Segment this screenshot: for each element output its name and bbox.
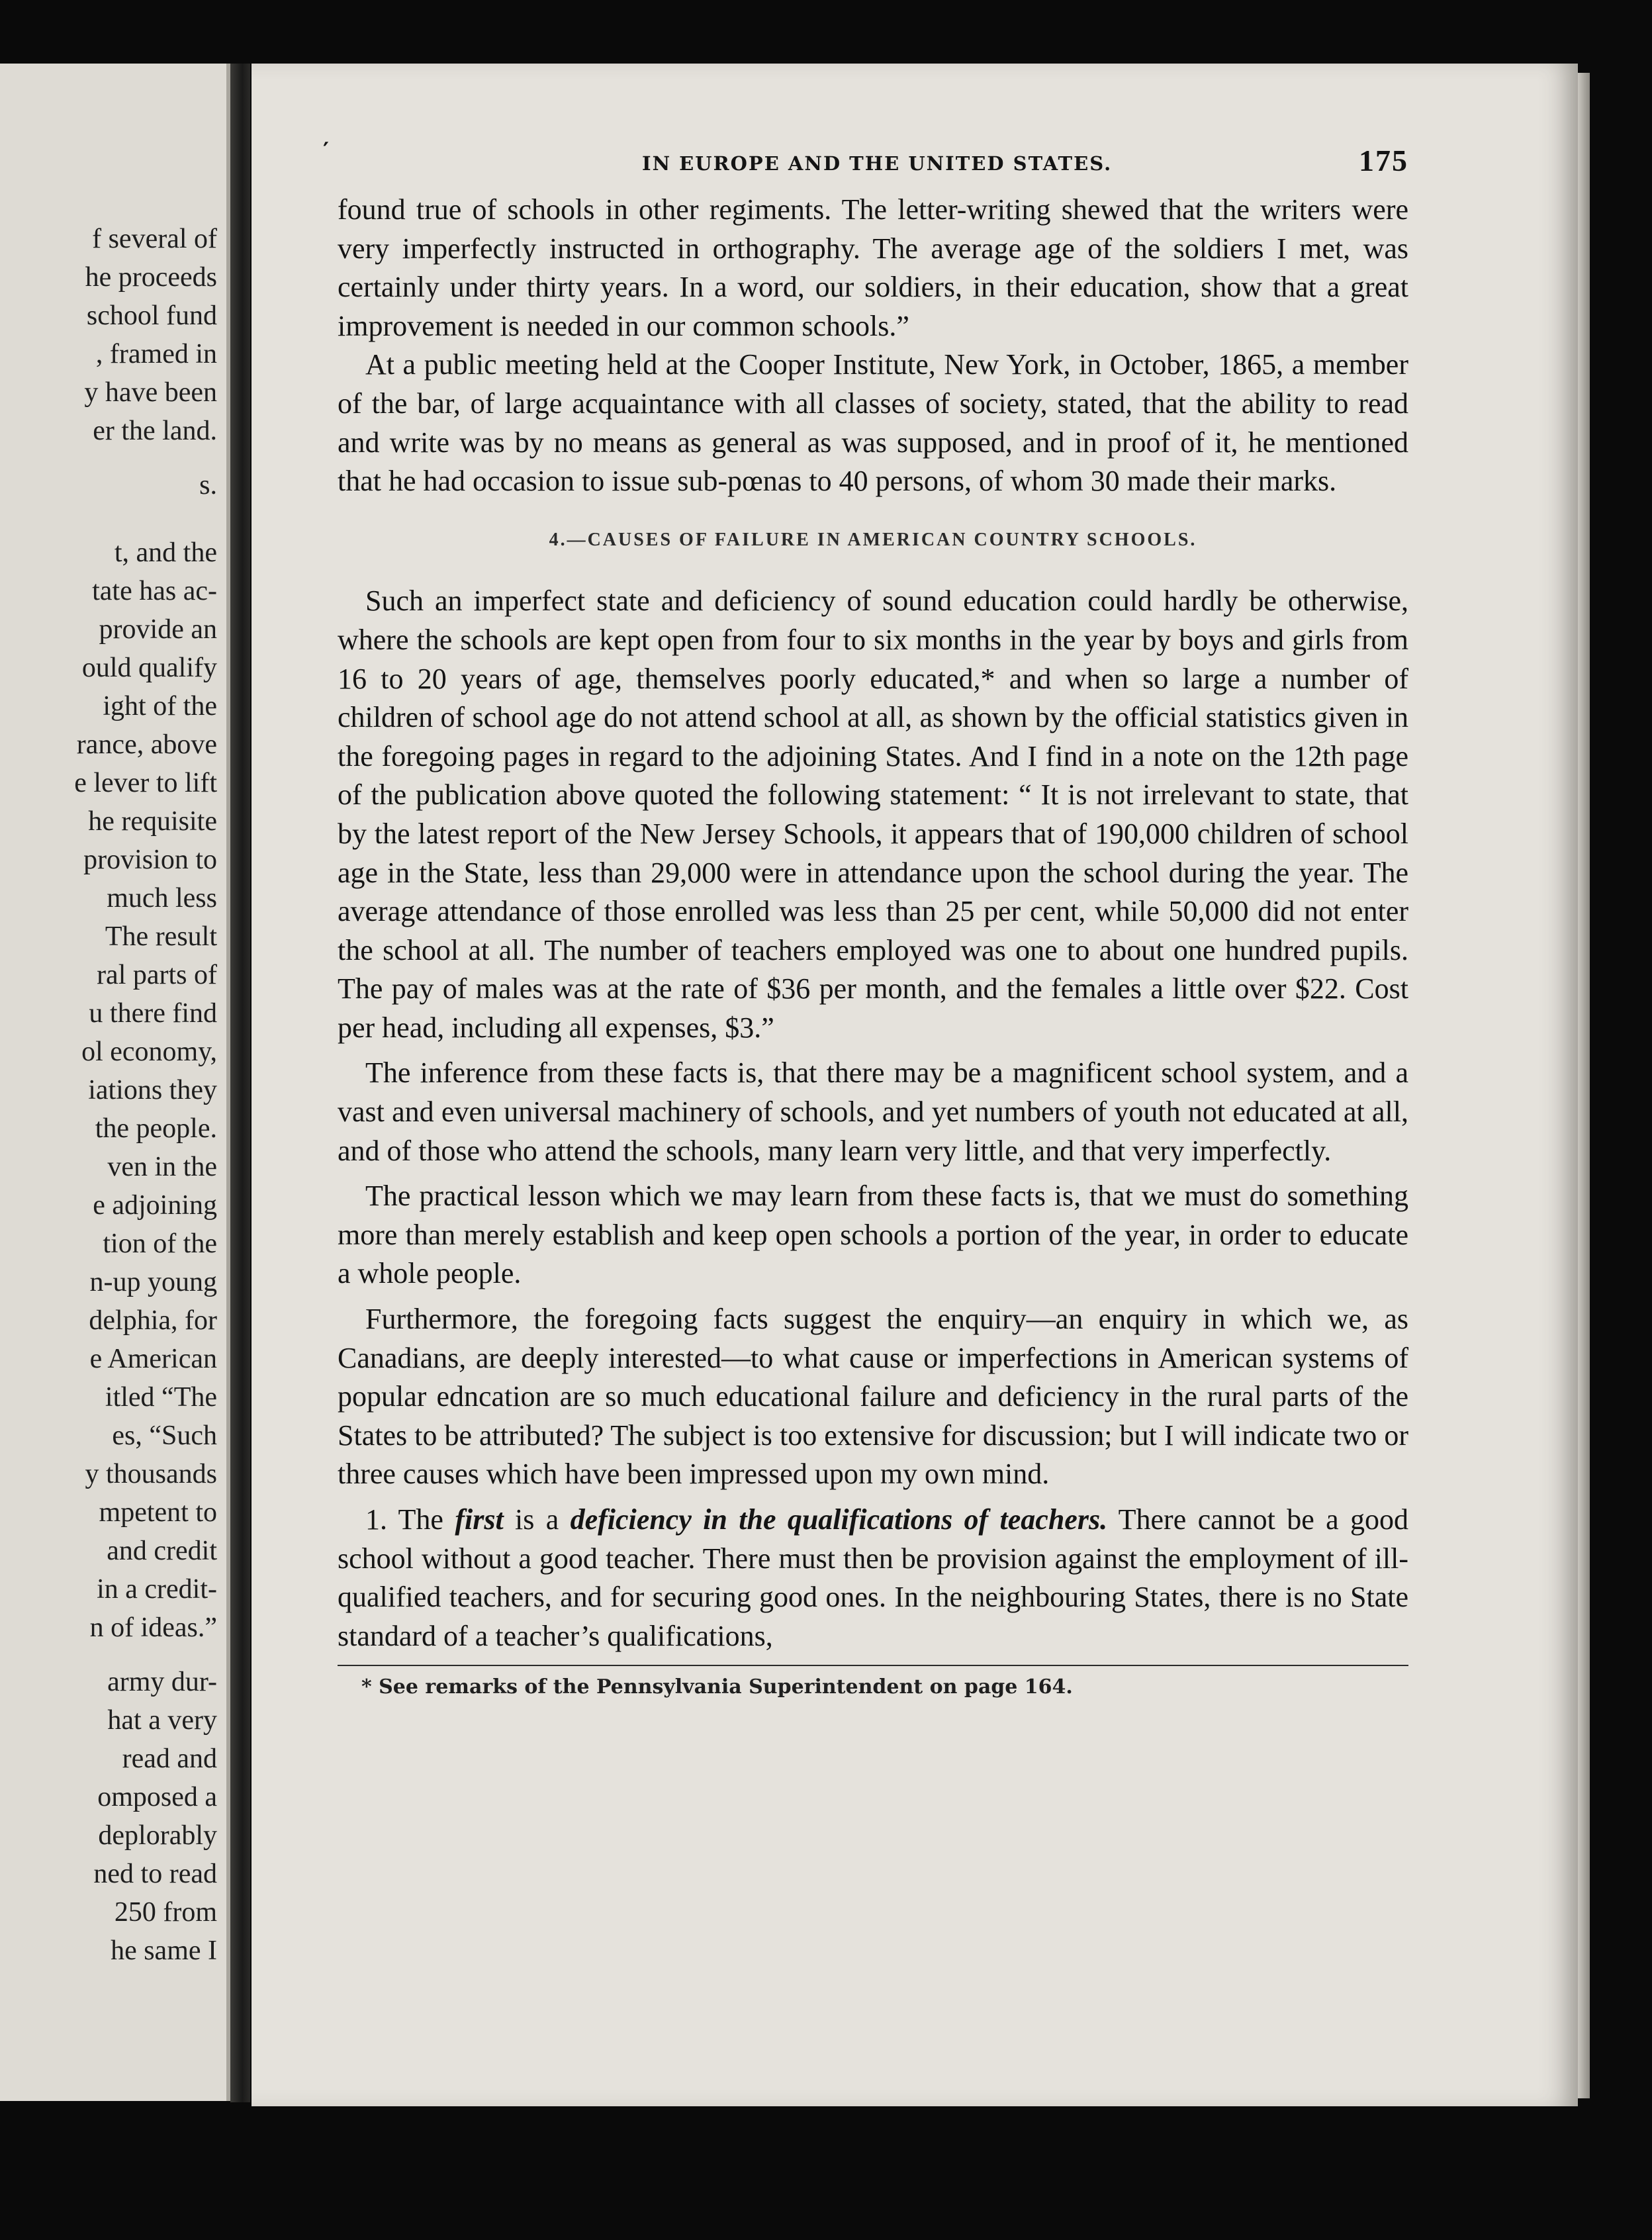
tick-mark: ′ — [323, 138, 330, 164]
left-page-fragment: y have been — [84, 377, 217, 408]
left-page-fragment: ol economy, — [81, 1037, 217, 1067]
left-page-fragment: itled “The — [105, 1382, 217, 1413]
left-page-fragment: ven in the — [107, 1152, 217, 1182]
left-page-fragment: he same I — [111, 1936, 217, 1966]
left-page-fragment: The result — [105, 921, 217, 952]
numbered-lead: 1. The — [365, 1503, 455, 1536]
paragraph-practical-lesson: The practical lesson which we may learn from these facts is, that we must do something more than merely establish and keep open schools a portion of the year, in order to educate a whole people. — [338, 1180, 1408, 1290]
book-gutter — [230, 64, 250, 2102]
left-page-fragment: s. — [199, 470, 217, 500]
left-page-fragment: and credit — [107, 1536, 217, 1566]
left-page-fragment: much less — [107, 883, 217, 913]
left-page-fragment: t, and the — [114, 537, 217, 568]
left-page-fragment: provision to — [83, 845, 217, 875]
left-page-fragment: ral parts of — [97, 960, 217, 990]
left-page-fragment: ight of the — [103, 691, 217, 722]
emphasis-first: first — [455, 1503, 504, 1536]
paragraph-inference: The inference from these facts is, that there may be a magnificent school system, and a vast and even universal machinery of schools, and yet numbers of youth not educated at all, and of those who attend the schools, many learn very little, and that very imperfectly. — [338, 1056, 1408, 1167]
page-edge — [1578, 73, 1590, 2098]
body-text — [338, 191, 1408, 1656]
left-page-fragment: he proceeds — [85, 262, 217, 293]
left-page-fragment: n of ideas.” — [89, 1612, 217, 1643]
left-page-fragment: omposed a — [97, 1782, 217, 1812]
left-page-fragment: read and — [122, 1744, 217, 1774]
left-page-fragment: school fund — [86, 301, 217, 331]
paragraph-imperfect-state: Such an imperfect state and deficiency of sound education could hardly be otherwise, where the schools are kept open from four to six months in the year by boys and girls from 16 to 20 years of age, themselves poorly educated,* and when so large a number of children of school age do not attend school at all, as shown by the official statistics given in the foregoing pages in regard to the adjoining States. And I find in a note on the 12th page of the publication above quoted the following statement: “ It is not irrelevant to state, that by the latest report of the New Jersey Schools, it appears that of 190,000 children of school age in the State, less than 29,000 were in attendance upon the school during the year. The average attendance of those enrolled was less than 25 per cent, while 50,000 did not enter the school at all. The number of teachers employed was one to about one hundred pupils. The pay of males was at the rate of $36 per month, and the females a little over $22. Cost per head, including all expenses, $3.” — [338, 584, 1408, 1044]
paragraph-furthermore: Furthermore, the foregoing facts suggest the enquiry—an enquiry in which we, as Canadians, are deeply interested—to what cause or imperfections in American systems of popular edncation are so much educational failure and deficiency in the rural parts of the States to be attributed? The subject is too extensive for discussion; but I will indicate two or three causes which have been impressed upon my own mind. — [338, 1303, 1408, 1491]
left-page-fragment: e American — [89, 1344, 217, 1374]
emphasis-deficiency: deficiency in the qualifications of teachers. — [570, 1503, 1108, 1536]
left-page-fragment: u there find — [89, 998, 217, 1029]
paragraph-cooper-institute: At a public meeting held at the Cooper Institute, New York, in October, 1865, a member of the bar, of large acquaintance with all classes of society, stated, that the ability to read and write was by no means as general as was supposed, and in proof of it, he mentioned that he had occasion to issue sub-pœnas to 40 persons, of whom 30 made their marks. — [338, 348, 1408, 498]
left-page-fragment: e adjoining — [93, 1190, 217, 1221]
right-page — [252, 64, 1578, 2106]
page-number: 175 — [1359, 144, 1408, 177]
left-page-fragment: the people. — [95, 1113, 217, 1144]
left-page-fragment: , framed in — [95, 339, 217, 369]
left-page-fragment: deplorably — [98, 1820, 217, 1851]
left-page-fragment: hat a very — [107, 1705, 217, 1736]
left-page-fragment: mpetent to — [99, 1497, 217, 1528]
page-content — [323, 138, 1408, 1699]
paragraph-continuation: found true of schools in other regiments. The letter-writing shewed that the writers were very imperfectly instructed in orthography. The average age of the soldiers I met, was certainly under thirty years. In a word, our soldiers, in their education, show that a great improvement is needed in our common schools.” — [338, 193, 1408, 342]
left-page — [0, 64, 230, 2101]
left-page-fragment: er the land. — [93, 416, 217, 446]
numbered-mid: is a — [503, 1503, 571, 1536]
numbered-rest: There cannot be a good school without a good teacher. There must then be provision against the employment of ill-qualified teachers, and for securing good ones. In the neighbouring States, there is no State standard of a teacher’s qualifications, — [338, 1503, 1408, 1652]
running-title: IN EUROPE AND THE UNITED STATES. — [642, 152, 1113, 175]
left-page-fragment: tate has ac- — [92, 576, 217, 606]
left-page-fragment: army dur- — [107, 1667, 217, 1697]
footnote-rule — [338, 1665, 1408, 1666]
left-page-fragment: delphia, for — [89, 1305, 217, 1336]
left-page-fragment: y thousands — [85, 1459, 217, 1489]
left-page-fragment: ould qualify — [81, 653, 217, 683]
left-page-fragment: provide an — [99, 614, 217, 645]
left-page-fragment: f several of — [92, 224, 217, 254]
left-page-fragment: tion of the — [103, 1229, 217, 1259]
footnote: * See remarks of the Pennsylvania Superintendent on page 164. — [361, 1675, 1073, 1699]
section-heading: 4.—CAUSES OF FAILURE IN AMERICAN COUNTRY SCHOOLS. — [549, 529, 1197, 550]
paragraph-first-cause — [338, 1501, 1408, 1656]
left-page-fragment: e lever to lift — [74, 768, 217, 798]
left-page-fragment: rance, above — [76, 729, 217, 760]
left-page-fragment: n-up young — [89, 1267, 217, 1297]
left-page-fragment: in a credit- — [97, 1574, 217, 1605]
running-head — [323, 138, 1408, 183]
left-page-fragment: iations they — [88, 1075, 217, 1105]
left-page-fragment: he requisite — [88, 806, 217, 837]
left-page-fragment: es, “Such — [112, 1421, 217, 1451]
left-page-fragment: ned to read — [93, 1859, 217, 1889]
left-page-fragment: 250 from — [114, 1897, 217, 1928]
